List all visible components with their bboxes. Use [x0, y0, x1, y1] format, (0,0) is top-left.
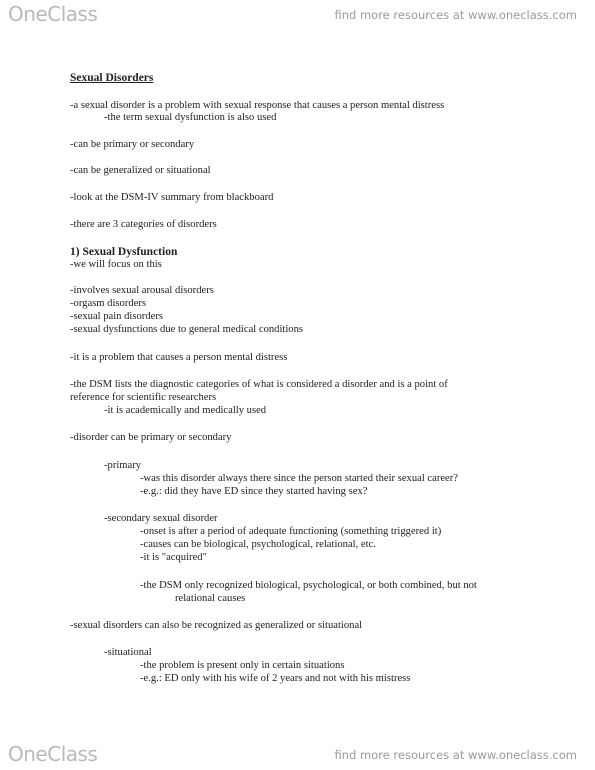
text-line: -the DSM lists the diagnostic categories of what is considered a disorder and is a point of	[70, 379, 448, 390]
text-line: -causes can be biological, psychological, relational, etc.	[140, 539, 376, 550]
section-heading: 1) Sexual Dysfunction	[70, 246, 178, 258]
header-tagline[interactable]: find more resources at www.oneclass.com	[334, 8, 577, 22]
oneclass-logo-footer: OneClass	[8, 742, 98, 766]
text-line: relational causes	[175, 593, 246, 604]
text-line: -the DSM only recognized biological, psychological, or both combined, but not	[140, 580, 477, 591]
footer-tagline[interactable]: find more resources at www.oneclass.com	[334, 748, 577, 762]
text-line: -situational	[104, 647, 152, 658]
document-title: Sexual Disorders	[70, 72, 154, 84]
text-line: -the term sexual dysfunction is also used	[104, 112, 277, 123]
text-line: -e.g.: did they have ED since they started having sex?	[140, 486, 368, 497]
text-line: -it is "acquired"	[140, 552, 207, 563]
text-line: -sexual pain disorders	[70, 311, 163, 322]
text-line: -orgasm disorders	[70, 298, 147, 309]
text-line: -was this disorder always there since the person started their sexual career?	[140, 473, 458, 484]
text-line: -can be primary or secondary	[70, 139, 195, 150]
text-line: -disorder can be primary or secondary	[70, 432, 232, 443]
text-line: -a sexual disorder is a problem with sexual response that causes a person mental distress	[70, 100, 445, 111]
text-line: -it is a problem that causes a person mental distress	[70, 352, 288, 363]
text-line: -we will focus on this	[70, 259, 162, 270]
text-line: -can be generalized or situational	[70, 165, 211, 176]
text-line: -primary	[104, 460, 142, 471]
text-line: -secondary sexual disorder	[104, 513, 218, 524]
text-line: -the problem is present only in certain situations	[140, 660, 345, 671]
text-line: reference for scientific researchers	[70, 392, 217, 403]
text-line: -involves sexual arousal disorders	[70, 285, 214, 296]
oneclass-logo-header: OneClass	[8, 2, 98, 26]
text-line: -e.g.: ED only with his wife of 2 years and not with his mistress	[140, 673, 411, 684]
text-line: -there are 3 categories of disorders	[70, 219, 217, 230]
text-line: -sexual disorders can also be recognized as generalized or situational	[70, 620, 363, 631]
text-line: -sexual dysfunctions due to general medical conditions	[70, 324, 304, 335]
text-line: -look at the DSM-IV summary from blackboard	[70, 192, 274, 203]
text-line: -it is academically and medically used	[104, 405, 267, 416]
text-line: -onset is after a period of adequate functioning (something triggered it)	[140, 526, 442, 537]
